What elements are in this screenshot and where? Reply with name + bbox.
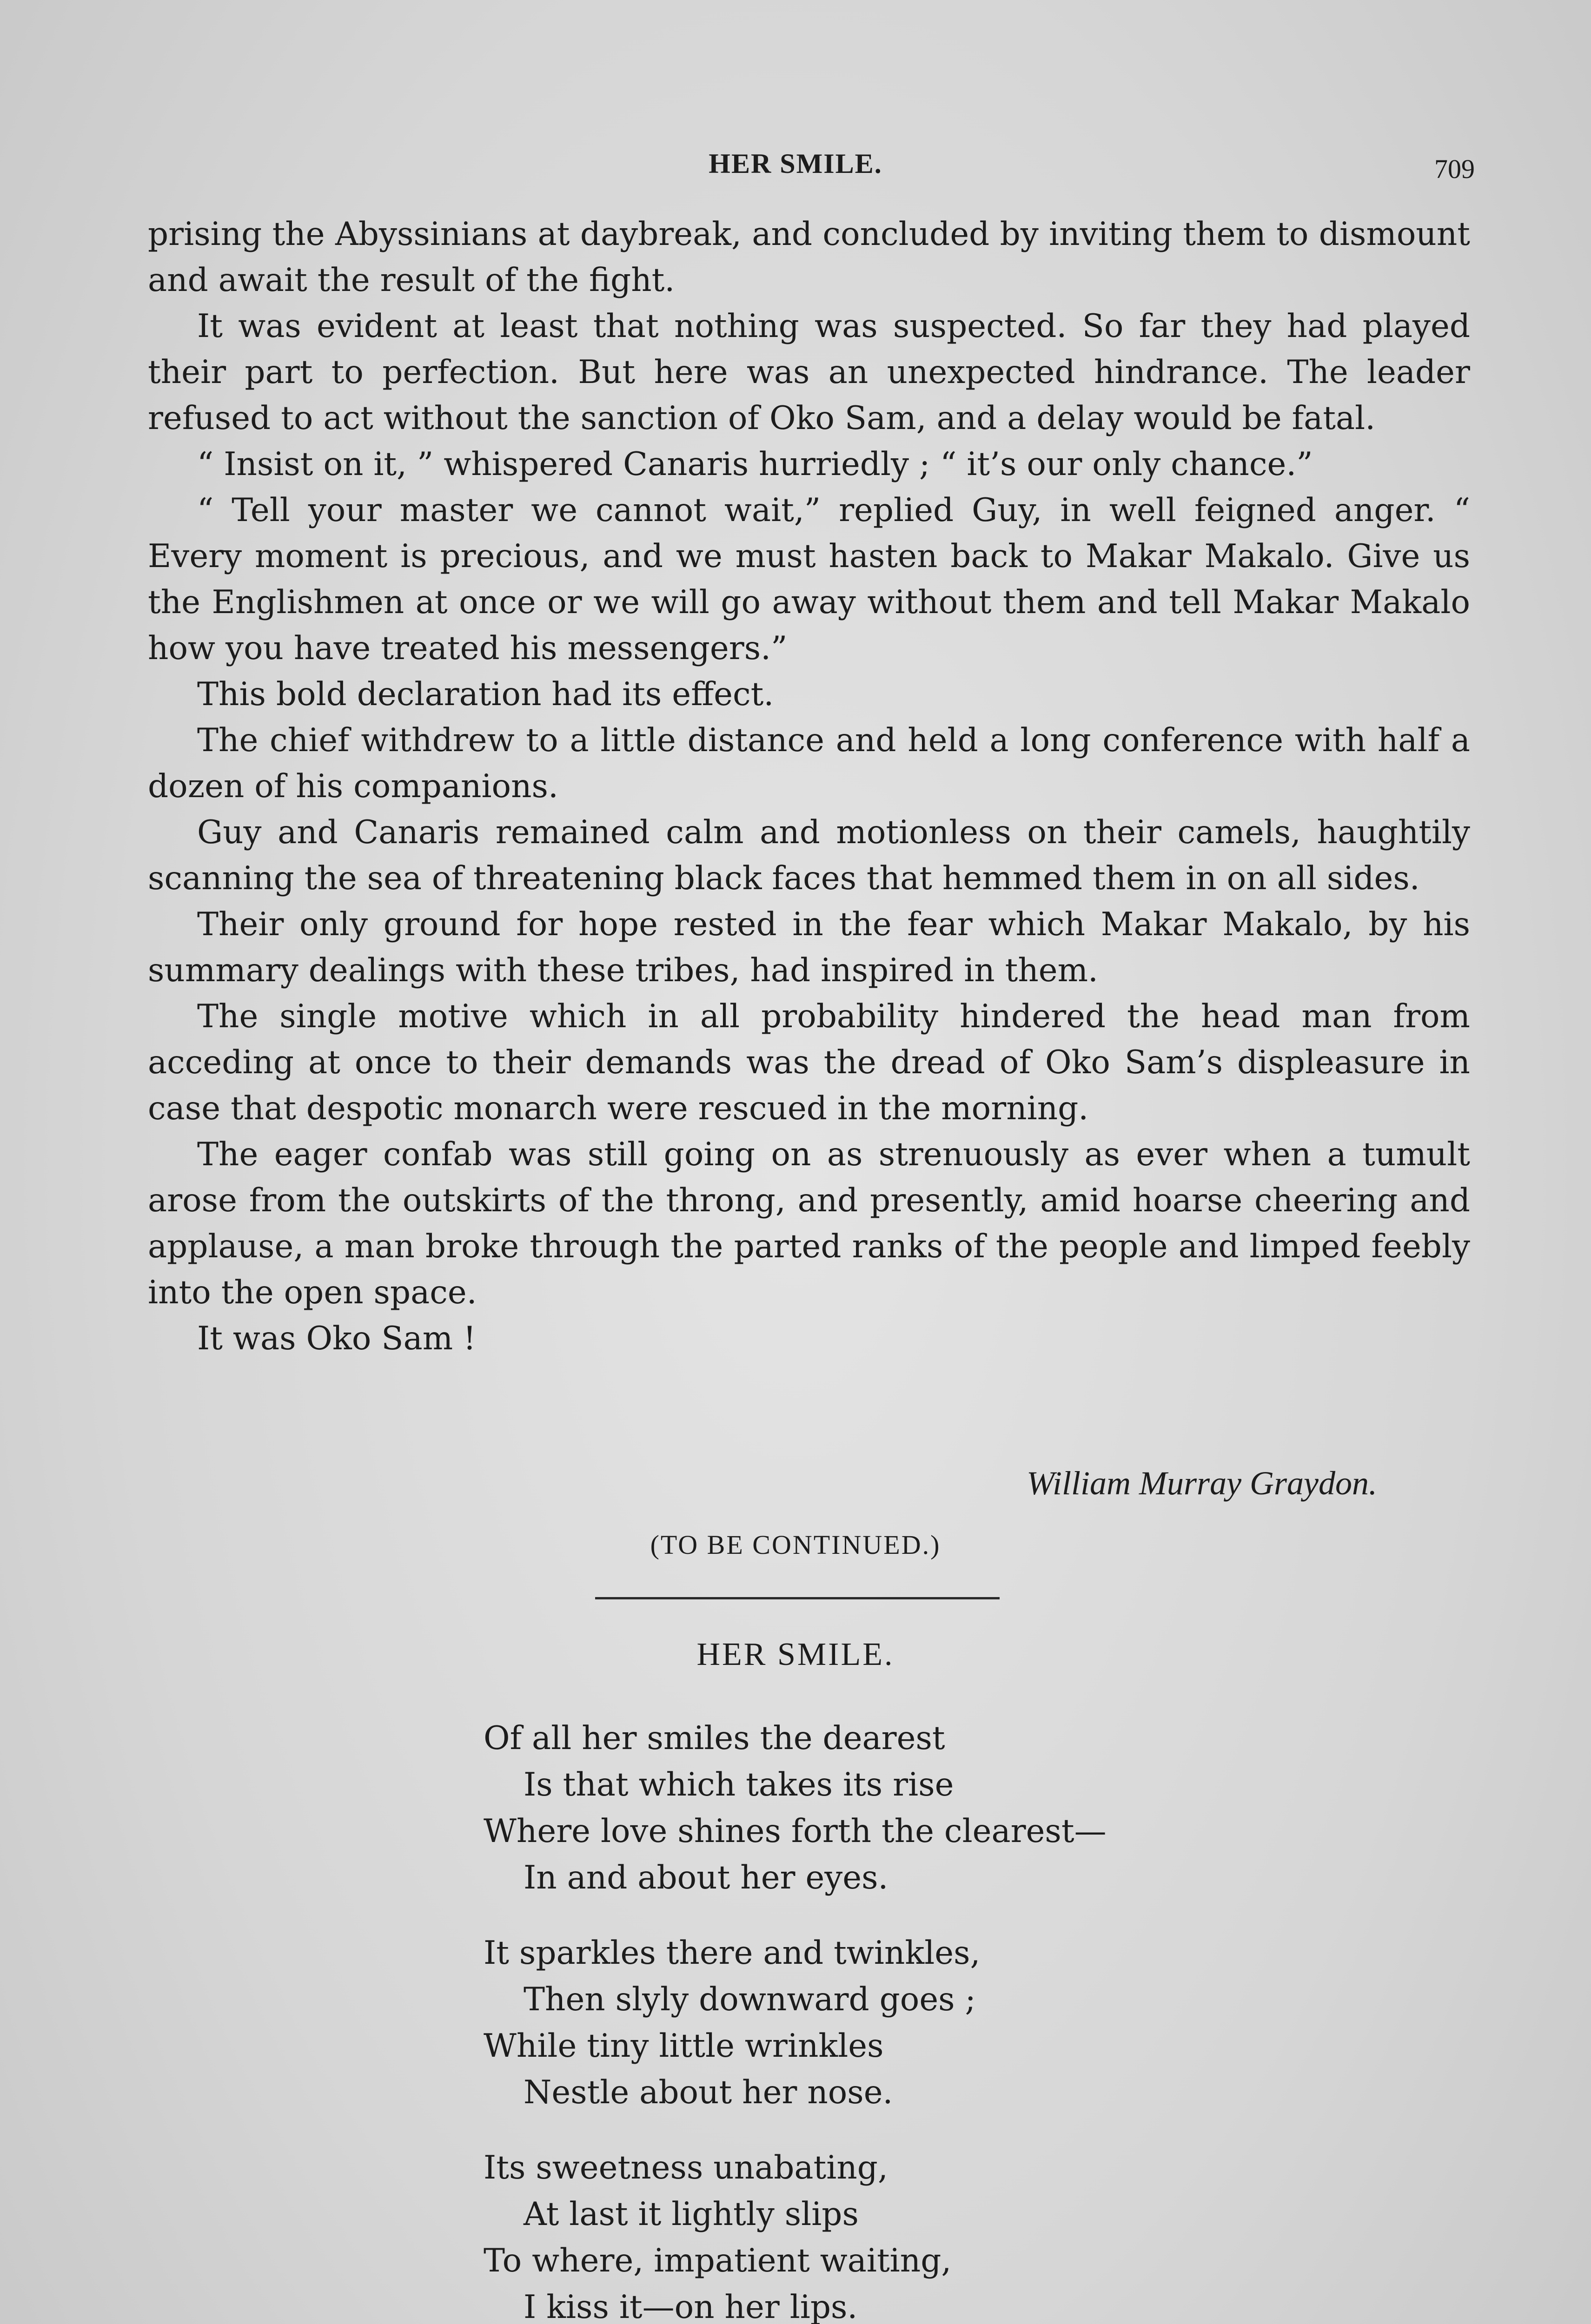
poem-line: It sparkles there and twinkles, — [484, 1934, 981, 1972]
poem-line: While tiny little wrinkles — [484, 2027, 884, 2065]
paragraph: Guy and Canaris remained calm and motionless on their camels, haughtily scanning the sea of threatening black faces that hemmed them in on all sides. — [148, 814, 1470, 897]
poem-stanza — [484, 1930, 1107, 2116]
poem-line: Nestle about her nose. — [524, 2074, 893, 2111]
paragraph: It was Oko Sam ! — [197, 1320, 476, 1357]
poem-stanza — [484, 1715, 1107, 1901]
paragraph: The single motive which in all probability hindered the head man from acceding at once to their demands was the dread of Oko Sam’s displeasure in case that despotic monarch were rescued in the morning. — [148, 998, 1470, 1127]
poem-line: Of all her smiles the dearest — [484, 1720, 945, 1757]
story-byline: William Murray Graydon. — [1027, 1465, 1377, 1502]
poem-stanza — [484, 2145, 1107, 2324]
poem-line: At last it lightly slips — [524, 2196, 859, 2233]
paragraph: Their only ground for hope rested in the fear which Makar Makalo, by his summary dealings with these tribes, had inspired in them. — [148, 906, 1470, 989]
paragraph: “ Tell your master we cannot wait,” replied Guy, in well feigned anger. “ Every moment is precious, and we must hasten back to Makar Makalo. Give us the Englishmen at once or we will go away without them and tell Makar Makalo how you have treated his messengers.” — [148, 492, 1470, 667]
story-text — [148, 211, 1470, 1362]
poem-line: Its sweetness unabating, — [484, 2149, 888, 2186]
paragraph: It was evident at least that nothing was suspected. So far they had played their part to perfection. But here was an unexpected hindrance. The leader refused to act without the sanction of Oko Sam, and a delay would be fatal. — [148, 308, 1470, 437]
page-number: 709 — [1434, 154, 1475, 184]
running-head: HER SMILE. — [709, 148, 882, 179]
poem-title: HER SMILE. — [696, 1637, 895, 1672]
poem-line: I kiss it—on her lips. — [524, 2289, 858, 2324]
paragraph: The chief withdrew to a little distance and held a long conference with half a dozen of his companions. — [148, 722, 1470, 805]
poem-body — [484, 1715, 1107, 2324]
paragraph: “ Insist on it, ” whispered Canaris hurriedly ; “ it’s our only chance.” — [197, 446, 1313, 483]
poem-line: Then slyly downward goes ; — [524, 1981, 976, 2018]
to-be-continued: (TO BE CONTINUED.) — [650, 1530, 941, 1560]
poem-line: Where love shines forth the clearest— — [484, 1813, 1107, 1850]
poem-line: Is that which takes its rise — [524, 1766, 954, 1803]
paragraph: This bold declaration had its effect. — [197, 676, 774, 713]
section-divider — [595, 1597, 1000, 1599]
paragraph: The eager confab was still going on as strenuously as ever when a tumult arose from the outskirts of the throng, and presently, amid hoarse cheering and applause, a man broke through the parted ranks of the people and limped feebly into the open space. — [148, 1136, 1470, 1311]
poem-line: To where, impatient waiting, — [484, 2242, 952, 2279]
paragraph: prising the Abyssinians at daybreak, and concluded by inviting them to dismount and await the result of the fight. — [148, 216, 1470, 299]
poem-line: In and about her eyes. — [524, 1859, 888, 1896]
